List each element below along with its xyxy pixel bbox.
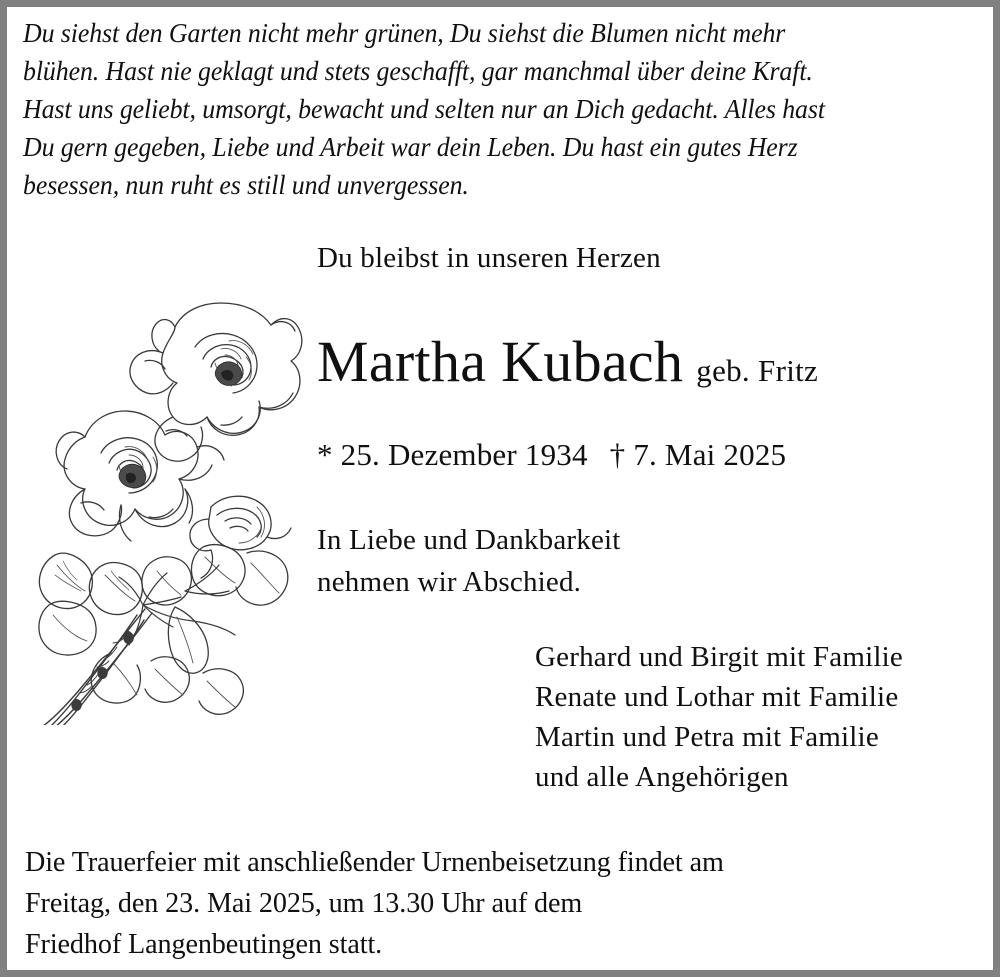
farewell-line: nehmen wir Abschied. <box>317 566 582 598</box>
rose-bouquet-illustration <box>25 275 315 725</box>
poem-line: blühen. Hast nie geklagt und stets geschafft, gar manchmal über deine Kraft. <box>23 55 813 86</box>
upper-rose-icon <box>130 303 302 461</box>
farewell-line: In Liebe und Dankbarkeit <box>317 524 621 556</box>
farewell-message <box>317 473 977 603</box>
rose-bud-icon <box>190 496 291 551</box>
poem-line: besessen, nun ruht es still und unvergessen. <box>23 169 469 200</box>
service-line: Friedhof Langenbeutingen statt. <box>25 928 383 960</box>
poem-line: Hast uns geliebt, umsorgt, bewacht und selten nur an Dich gedacht. Alles hast <box>23 93 825 124</box>
life-dates <box>317 393 977 473</box>
survivor-line: und alle Angehörigen <box>535 761 789 793</box>
lower-rose-icon <box>56 411 224 536</box>
death-symbol: † <box>609 437 626 472</box>
survivor-line: Renate und Lothar mit Familie <box>535 681 899 713</box>
poem-line: Du gern gegeben, Liebe und Arbeit war dein Leben. Du hast ein gutes Herz <box>23 131 798 162</box>
memorial-poem <box>23 14 973 204</box>
service-line: Freitag, den 23. Mai 2025, um 13.30 Uhr auf dem <box>25 887 583 919</box>
leaf-cluster <box>39 545 288 715</box>
sepal-leaves <box>119 489 212 578</box>
memorial-block <box>317 241 977 603</box>
deceased-name: Martha Kubach <box>317 329 684 394</box>
death-date: 7. Mai 2025 <box>633 437 787 472</box>
birth-symbol: * <box>317 437 333 472</box>
service-details <box>25 842 975 965</box>
deceased-name-row <box>317 275 977 393</box>
birth-date: 25. Dezember 1934 <box>340 437 588 472</box>
rose-stems <box>33 609 152 725</box>
memorial-heart-line: Du bleibst in unseren Herzen <box>317 242 661 274</box>
survivors-list <box>535 637 985 797</box>
notice-inner <box>7 7 993 970</box>
survivor-line: Martin und Petra mit Familie <box>535 721 879 753</box>
survivor-line: Gerhard und Birgit mit Familie <box>535 641 903 673</box>
deceased-maiden-name: geb. Fritz <box>696 353 819 388</box>
service-line: Die Trauerfeier mit anschließender Urnenbeisetzung findet am <box>25 846 724 878</box>
poem-line: Du siehst den Garten nicht mehr grünen, Du siehst die Blumen nicht mehr <box>23 17 786 48</box>
